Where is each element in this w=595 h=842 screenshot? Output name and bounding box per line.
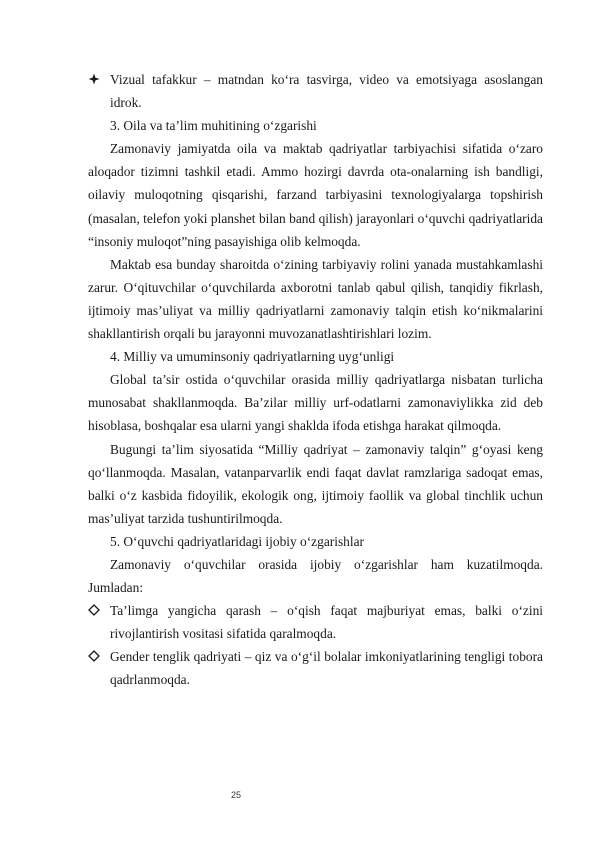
list-item-visual-thinking <box>88 68 543 114</box>
filled-diamond-bullet-icon <box>88 73 100 85</box>
paragraph: Zamonaviy jamiyatda oila va maktab qadriyatlar tarbiyachisi sifatida o‘zaro aloqador tizimni tashkil etadi. Ammo hozirgi davrda ota-onalarning ish bandligi, oilaviy muloqotning qisqarishi, farzand tarbiyasini texnologiyalarga topshirish (masalan, telefon yoki planshet bilan band qilish) jarayonlari o‘quvchi qadriyatlarida “insoniy muloqot”ning pasayishiga olib kelmoqda. <box>88 141 543 249</box>
section-heading-positive-changes: 5. O‘quvchi qadriyatlaridagi ijobiy o‘zgarishlar <box>110 533 364 549</box>
paragraph: Maktab esa bunday sharoitda o‘zining tarbiyaviy rolini yanada mustahkamlashi zarur. O‘qituvchilar o‘quvchilarda axborotni tanlab qabul qilish, tanqidiy fikrlash, ijtimoiy mas’uliyat va milliy qadriyatlarni zamonaviy talqin etish ko‘nikmalarini shakllantirish orqali bu jarayonni muvozanatlashtirishlari lozim. <box>88 256 543 342</box>
section-heading-national-values: 4. Milliy va umuminsoniy qadriyatlarning uyg‘unligi <box>110 349 395 365</box>
paragraph: Bugungi ta’lim siyosatida “Milliy qadriyat – zamonaviy talqin” g‘oyasi keng qo‘llanmoqda. Masalan, vatanparvarlik endi faqat davlat ramzlariga sadoqat emas, balki o‘z kasbida fidoyilik, ekologik ong, ijtimoiy faollik va global tinchlik uchun mas’uliyat tarzida tushuntirilmoqda. <box>88 441 543 526</box>
list-item-text: Gender tenglik qadriyati – qiz va o‘g‘il bolalar imkoniyatlarining tengligi tobora qadrlanmoqda. <box>110 649 543 688</box>
list-item-text: Ta’limga yangicha qarash – o‘qish faqat majburiyat emas, balki o‘zini rivojlantirish vositasi sifatida qaralmoqda. <box>110 603 543 642</box>
outlined-diamond-bullet-icon <box>88 650 100 662</box>
list-item-text: Vizual tafakkur – matndan ko‘ra tasvirga, video va emotsiyaga asoslangan idrok. <box>110 72 543 111</box>
outlined-diamond-bullet-icon <box>88 604 100 616</box>
list-item-education-view <box>88 599 543 645</box>
paragraph: Zamonaviy o‘quvchilar orasida ijobiy o‘zgarishlar ham kuzatilmoqda. Jumladan: <box>88 556 543 596</box>
list-item-gender-equality <box>88 645 543 691</box>
paragraph: Global ta’sir ostida o‘quvchilar orasida milliy qadriyatlarga nisbatan turlicha munosabat shakllanmoqda. Ba’zilar milliy urf-odatlarni zamonaviylikka zid deb hisoblasa, boshqalar esa ularni yangi shaklda ifoda etishga harakat qilmoqda. <box>88 372 543 434</box>
page-content <box>88 68 543 692</box>
page-number: 25 <box>230 790 241 800</box>
section-heading-family-education: 3. Oila va ta’lim muhitining o‘zgarishi <box>110 118 317 134</box>
